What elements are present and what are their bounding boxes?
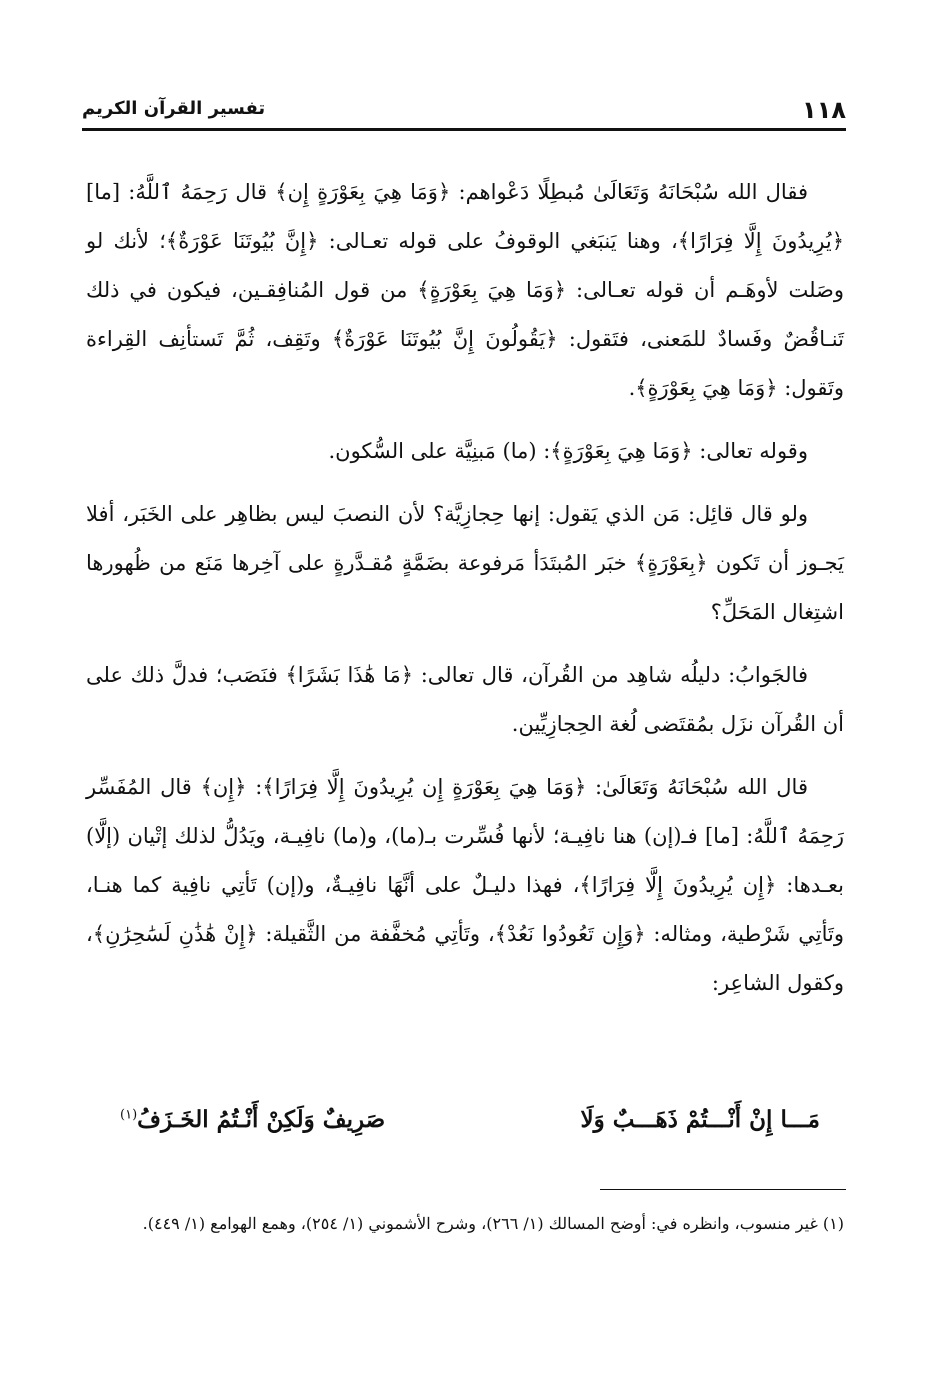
verse-first-hemistich: مَـــا إِنْ أَنْـــتُمْ ذَهَـــبٌ وَلَا: [580, 1106, 820, 1133]
page-header: [82, 92, 846, 132]
paragraph-3: ولو قال قائِل: مَن الذي يَقول: إنها حِجازِيَّة؟ لأن النصبَ ليس بظاهِر على الخَبَر، أفلا يَجـوز أن تَكون ﴿بِعَوْرَةٍ﴾ خبَر المُبتَدَأ مَرفوعة بضَمَّةٍ مُقـدَّرةٍ على آخِرها مَنَع من ظُهورها اشتِغال المَحَلِّ؟: [86, 502, 844, 624]
page-number: ١١٨: [802, 96, 846, 124]
footnote-divider: [600, 1189, 846, 1190]
footnote: (١) غير منسوب، وانظره في: أوضح المسالك (١/ ٢٦٦)، وشرح الأشموني (١/ ٢٥٤)، وهمع الهوامع (١/ ٤٤٩).: [142, 1214, 844, 1233]
paragraph-1: فقال الله سُبْحَانَهُ وَتَعَالَىٰ مُبطِلًا دَعْواهم: ﴿وَمَا هِيَ بِعَوْرَةٍ إِن﴾ قال رَحِمَهُ ٱللَّهُ: [ما] ﴿يُرِيدُونَ إِلَّا فِرَارًا﴾، وهنا يَنبَغي الوقوفُ على قوله تعـالى: ﴿إِنَّ بُيُوتَنَا عَوْرَةٌ﴾؛ لأنك لو وصَلت لأوهَـم أن قوله تعـالى: ﴿وَمَا هِيَ بِعَوْرَةٍ﴾ من قول المُنافِقـين، فيكون في ذلك تَنـاقُضٌ وفَسادٌ للمَعنى، فتَقول: ﴿يَقُولُونَ إِنَّ بُيُوتَنَا عَوْرَةٌ﴾ وتَقِف، ثُمَّ تَستأنِف القِراءة وتَقول: ﴿وَمَا هِيَ بِعَوْرَةٍ﴾.: [86, 180, 844, 400]
paragraph-4: فالجَوابُ: دليلُه شاهِد من القُرآن، قال تعالى: ﴿مَا هَٰذَا بَشَرًا﴾ فنَصَب؛ فدلَّ ذلك على أن القُرآن نزَل بمُقتَضى لُغة الحِجازِيِّين.: [86, 663, 844, 736]
paragraph-2: وقوله تعالى: ﴿وَمَا هِيَ بِعَوْرَةٍ﴾: (ما) مَبنِيَّة على السُّكون.: [328, 439, 808, 463]
running-title: تفسير القرآن الكريم: [82, 98, 266, 119]
verse-second-text: صَرِيفٌ وَلَكِنْ أَنْـتُمُ الخَـزَفُ: [137, 1106, 386, 1133]
main-text: [86, 168, 844, 1022]
verse-second-hemistich: [120, 1106, 385, 1133]
paragraph-5: قال الله سُبْحَانَهُ وَتَعَالَىٰ: ﴿وَمَا هِيَ بِعَوْرَةٍ إِن يُرِيدُونَ إِلَّا فِرَارًا﴾: ﴿إِن﴾ قال المُفَسِّر رَحِمَهُ ٱللَّهُ: [ما] فـ(إن) هنا نافِيـة؛ لأنها فُسِّرت بـ(ما)، و(ما) نافِيـة، ويَدُلُّ لذلك إتْيان (إلَّا) بعـدها: ﴿إِن يُرِيدُونَ إِلَّا فِرَارًا﴾، فهذا دليـلٌ على أنَّهَا نافِيـةٌ، و(إن) تَأتِي نافِية كما هنـا، وتَأتِي شَرْطية، ومثاله: ﴿وَإِن تَعُودُوا نَعُدْ﴾، وتَأتِي مُخفَّفة من الثَّقيلة: ﴿إِنْ هَٰذَٰنِ لَسَٰحِرَٰنِ﴾، وكقول الشاعِر:: [86, 775, 844, 995]
footnote-marker: (١): [120, 1107, 138, 1123]
header-divider: [82, 128, 846, 131]
poetry-verse: [120, 1106, 820, 1156]
